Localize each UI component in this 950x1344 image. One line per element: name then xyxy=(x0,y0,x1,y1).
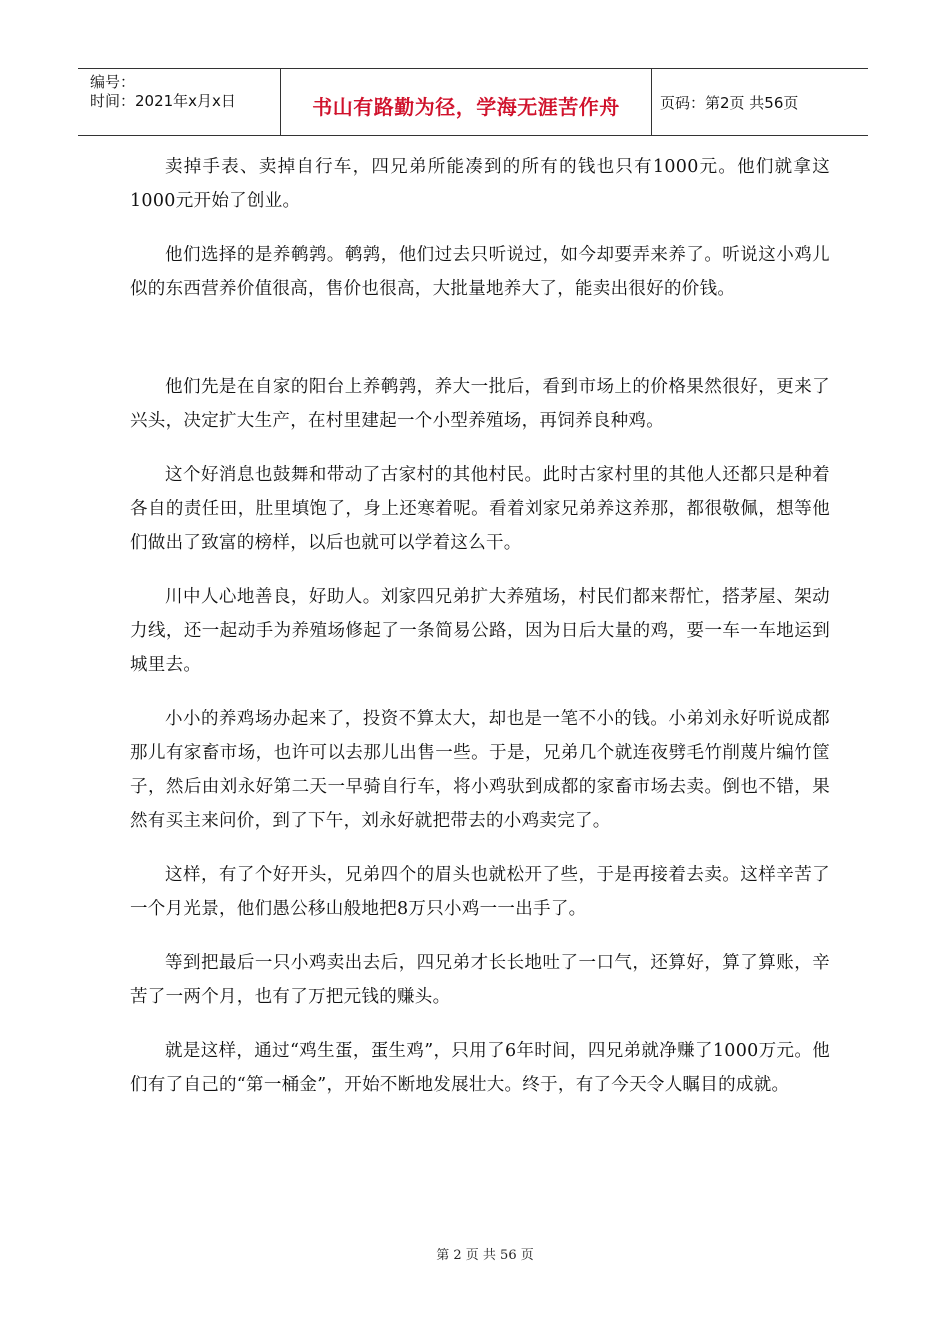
header-meta xyxy=(78,69,281,135)
paragraph: 川中人心地善良，好助人。刘家四兄弟扩大养殖场，村民们都来帮忙，搭茅屋、架动力线，还一起动手为养殖场修起了一条简易公路，因为日后大量的鸡，要一车一车地运到城里去。 xyxy=(130,587,830,675)
paragraph: 他们选择的是养鹌鹑。鹌鹑，他们过去只听说过，如今却要弄来养了。听说这小鸡儿似的东西营养价值很高，售价也很高，大批量地养大了，能卖出很好的价钱。 xyxy=(130,245,830,299)
header-motto: 书山有路勤为径，学海无涯苦作舟 xyxy=(281,69,652,135)
paragraph: 就是这样，通过“鸡生蛋，蛋生鸡”，只用了6年时间，四兄弟就净赚了1000万元。他们有了自己的“第一桶金”，开始不断地发展壮大。终于，有了今天令人瞩目的成就。 xyxy=(130,1041,830,1095)
paragraph: 卖掉手表、卖掉自行车，四兄弟所能凑到的所有的钱也只有1000元。他们就拿这1000元开始了创业。 xyxy=(130,157,830,211)
page-header xyxy=(78,68,868,136)
document-body xyxy=(130,150,830,1102)
document-number-label: 编号： xyxy=(90,73,136,91)
document-time-label: 时间：2021年x月x日 xyxy=(90,92,236,110)
paragraph: 这样，有了个好开头，兄弟四个的眉头也就松开了些，于是再接着去卖。这样辛苦了一个月光景，他们愚公移山般地把8万只小鸡一一出手了。 xyxy=(130,865,830,919)
paragraph: 等到把最后一只小鸡卖出去后，四兄弟才长长地吐了一口气，还算好，算了算账，辛苦了一两个月，也有了万把元钱的赚头。 xyxy=(130,953,830,1007)
paragraph: 这个好消息也鼓舞和带动了古家村的其他村民。此时古家村里的其他人还都只是种着各自的责任田，肚里填饱了，身上还寒着呢。看着刘家兄弟养这养那，都很敬佩，想等他们做出了致富的榜样，以后也就可以学着这么干。 xyxy=(130,465,830,553)
paragraph: 小小的养鸡场办起来了，投资不算太大，却也是一笔不小的钱。小弟刘永好听说成都那儿有家畜市场，也许可以去那儿出售一些。于是，兄弟几个就连夜劈毛竹削蔑片编竹筐子，然后由刘永好第二天一早骑自行车，将小鸡驮到成都的家畜市场去卖。倒也不错，果然有买主来问价，到了下午，刘永好就把带去的小鸡卖完了。 xyxy=(130,709,830,831)
paragraph: 他们先是在自家的阳台上养鹌鹑，养大一批后，看到市场上的价格果然很好，更来了兴头，决定扩大生产，在村里建起一个小型养殖场，再饲养良种鸡。 xyxy=(130,377,830,431)
page-footer: 第 2 页 共 56 页 xyxy=(436,1248,534,1263)
header-page-info: 页码：第2页 共56页 xyxy=(660,93,799,112)
